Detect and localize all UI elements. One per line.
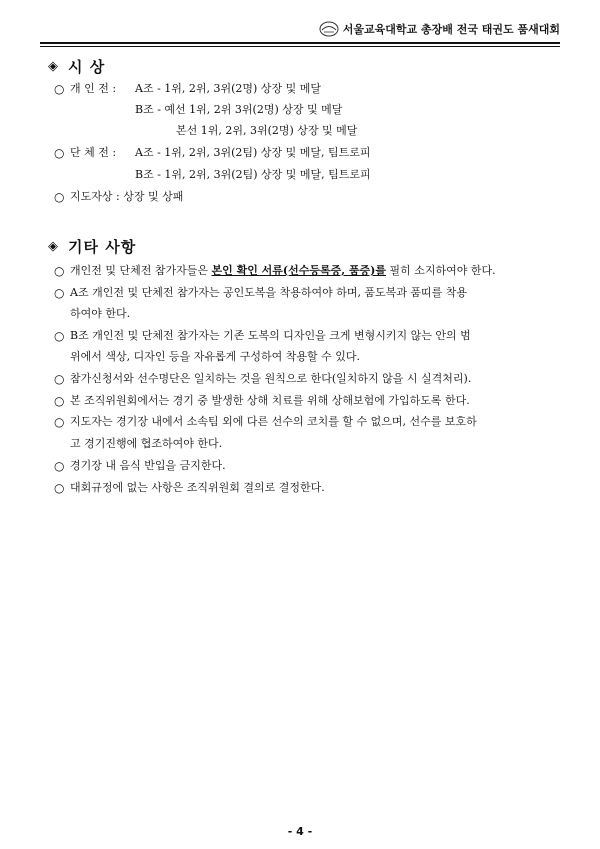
circle-bullet-icon: ○	[54, 264, 65, 278]
circle-bullet-icon: ○	[54, 372, 65, 386]
circle-bullet-icon: ○	[54, 82, 65, 96]
etc-item-3-line-2: 위에서 색상, 디자인 등을 자유롭게 구성하여 착용할 수 있다.	[70, 350, 360, 363]
etc-item-1: 개인전 및 단체전 참가자들은 본인 확인 서류(선수등록증, 품증)를 필히 소지하여야 한다.	[70, 264, 496, 277]
section-etc-title: ◈ 기타 사항	[48, 238, 137, 256]
award-individual-b-prelim: B조 - 예선 1위, 2위 3위(2명) 상장 및 메달	[135, 103, 343, 116]
diamond-bullet-icon: ◈	[48, 59, 58, 74]
circle-bullet-icon: ○	[54, 481, 65, 495]
header-rule	[40, 42, 560, 44]
etc-item-2-line-1: A조 개인전 및 단체전 참가자는 공인도복을 착용하여야 하며, 품도복과 품띠를 착용	[70, 286, 468, 299]
etc-item-7: 경기장 내 음식 반입을 금지한다.	[70, 459, 226, 472]
award-team-b: B조 - 1위, 2위, 3위(2팀) 상장 및 메달, 팀트로피	[135, 168, 371, 181]
award-individual-a: A조 - 1위, 2위, 3위(2명) 상장 및 메달	[135, 82, 321, 95]
etc-item-8: 대회규정에 없는 사항은 조직위원회 결의로 결정한다.	[70, 481, 325, 494]
etc-item-5: 본 조직위원회에서는 경기 중 발생한 상해 치료를 위해 상해보험에 가입하도록 한다.	[70, 394, 470, 407]
university-emblem-icon	[319, 21, 339, 37]
etc-item-1-emphasis: 본인 확인 서류(선수등록증, 품증)를	[211, 264, 386, 277]
page-header	[40, 18, 560, 40]
circle-bullet-icon: ○	[54, 329, 65, 343]
etc-item-6-line-1: 지도자는 경기장 내에서 소속팀 외에 다른 선수의 코치를 할 수 없으며, 선수를 보호하	[70, 415, 477, 428]
etc-item-4: 참가신청서와 선수명단은 일치하는 것을 원칙으로 한다(일치하지 않을 시 실격처리).	[70, 372, 472, 385]
circle-bullet-icon: ○	[54, 394, 65, 408]
award-team-a: A조 - 1위, 2위, 3위(2팀) 상장 및 메달, 팀트로피	[135, 146, 371, 159]
award-individual-b-final: 본선 1위, 2위, 3위(2명) 상장 및 메달	[176, 124, 358, 137]
circle-bullet-icon: ○	[54, 286, 65, 300]
etc-item-6-line-2: 고 경기진행에 협조하여야 한다.	[70, 437, 223, 450]
award-coach: 지도자상 : 상장 및 상패	[70, 190, 184, 203]
circle-bullet-icon: ○	[54, 146, 65, 160]
etc-item-2-line-2: 하여야 한다.	[70, 307, 131, 320]
diamond-bullet-icon: ◈	[48, 239, 58, 254]
circle-bullet-icon: ○	[54, 459, 65, 473]
circle-bullet-icon: ○	[54, 190, 65, 204]
award-individual-label: 개 인 전 :	[70, 82, 117, 95]
page-number: - 4 -	[287, 825, 313, 838]
etc-item-3-line-1: B조 개인전 및 단체전 참가자는 기존 도복의 디자인을 크게 변형시키지 않는 안의 범	[70, 329, 471, 342]
section-awards-title: ◈ 시 상	[48, 58, 106, 76]
header-rule-thin	[40, 46, 560, 47]
circle-bullet-icon: ○	[54, 415, 65, 429]
award-team-label: 단 체 전 :	[70, 146, 117, 159]
header-title: 서울교육대학교 총장배 전국 태권도 품새대회	[342, 23, 560, 36]
